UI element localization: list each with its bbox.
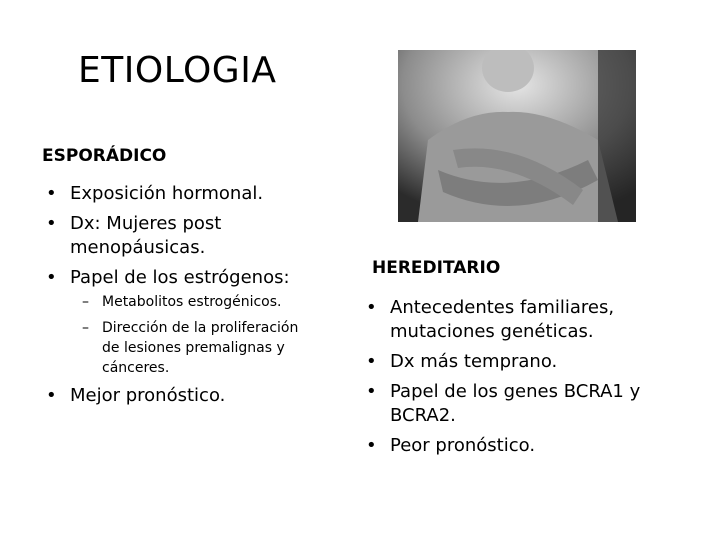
hereditary-heading: HEREDITARIO — [372, 258, 501, 278]
sporadic-list — [42, 182, 342, 414]
sporadic-heading: ESPORÁDICO — [42, 146, 167, 166]
list-item: • Papel de los genes BCRA1 y BCRA2. — [362, 380, 670, 428]
list-item: • Dx: Mujeres post menopáusicas. — [42, 212, 270, 260]
list-item: • Antecedentes familiares, mutaciones genéticas. — [362, 296, 640, 344]
list-item — [42, 266, 342, 378]
slide-title: ETIOLOGIA — [78, 50, 277, 91]
list-item-label: Papel de los estrógenos: — [70, 267, 290, 288]
photo-image — [398, 50, 636, 222]
list-item: • Peor pronóstico. — [362, 434, 682, 458]
list-item: • Dx más temprano. — [362, 350, 682, 374]
sub-list-item: – Dirección de la proliferación de lesiones premalignas y cánceres. — [70, 318, 312, 378]
list-item: • Mejor pronóstico. — [42, 384, 342, 408]
hereditary-list — [362, 296, 682, 464]
list-item: • Exposición hormonal. — [42, 182, 342, 206]
photo-icon — [398, 50, 636, 222]
sub-list-item: – Metabolitos estrogénicos. — [70, 292, 342, 312]
